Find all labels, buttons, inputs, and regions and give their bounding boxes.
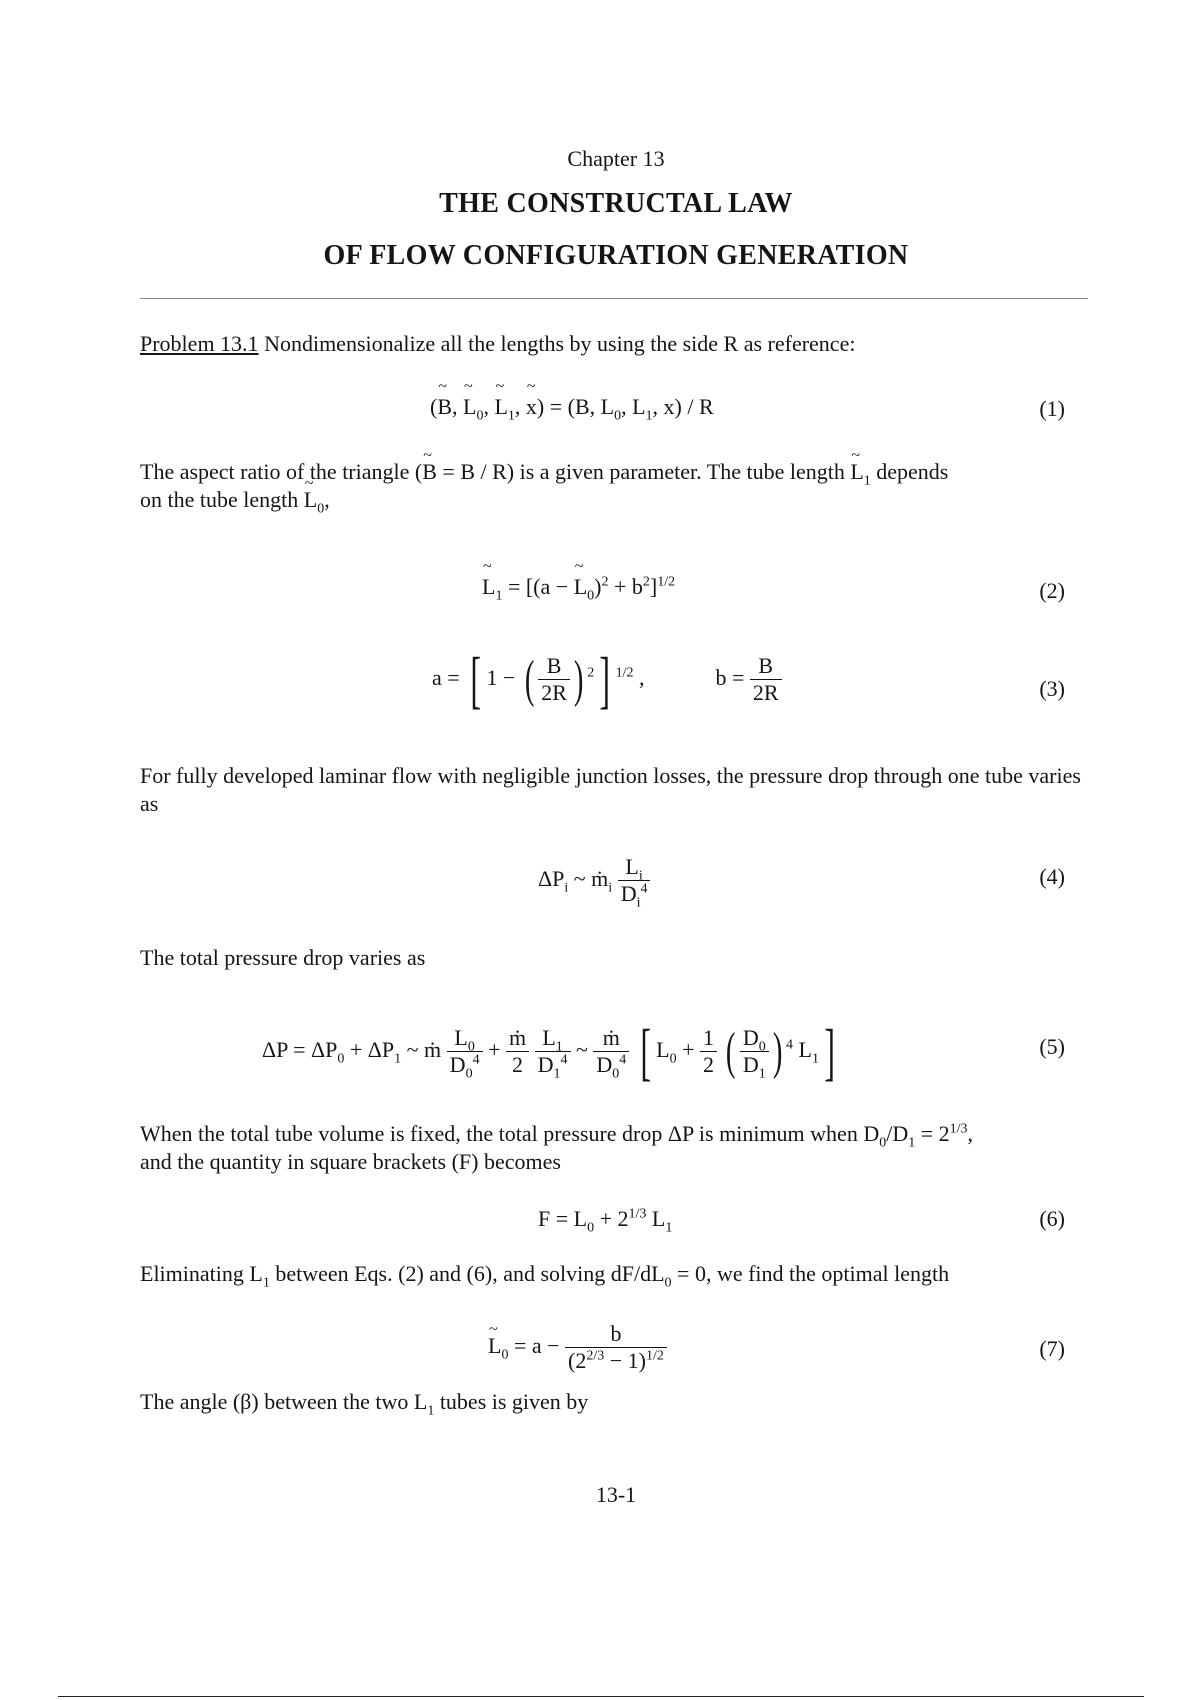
equation-number-4: (4)	[1039, 864, 1065, 889]
equation-5: $\Delta P = \Delta P_0 + \Delta P_1$ ~ ṁ $\frac{L_0}{D_0^4}$ + $\frac{\text{ṁ}}{2}$ $\frac{L_1}{D_1^4}$ ~ $\frac{\text{ṁ}}{D_0^4}$ [ $L_0$ + $\frac{1}{2}$ ( $\frac{D_0}{D_1}$ ) $^4$ $L_1$]	[262, 1015, 835, 1087]
total-pressure-paragraph: The total pressure drop varies as	[140, 945, 426, 970]
aspect-ratio-paragraph: The aspect ratio of the triangle (~ B = B / R) is a given parameter. The tube length ~ $L_1$ depends on the tube length ~ $L_0$,	[140, 458, 1088, 514]
equation-2: ~ $L_1 = [(a$ − ~ $L_0)^2 + b^2]^{1/2}$	[482, 574, 675, 600]
chapter-title-line-1: THE CONSTRUCTAL LAW	[439, 188, 793, 219]
optimal-length-text-2: between Eqs. (2) and (6), and solving dF/dL	[269, 1261, 665, 1286]
aspect-ratio-text-2: is a given parameter. The tube length	[519, 459, 845, 484]
equation-3: a = [ 1 − ( $\frac{B}{2R}$ ) $^2$] $^{1/2}$ , b = $\frac{B}{2R}$	[432, 638, 782, 718]
problem-intro-text: Nondimensionalize all the lengths by using the side R as reference:	[258, 331, 856, 356]
laminar-flow-paragraph: For fully developed laminar flow with negligible junction losses, the pressure drop through one tube varies as	[140, 763, 1081, 816]
equation-number-2: (2)	[1039, 578, 1065, 603]
header-divider	[140, 298, 1088, 299]
equation-number-1: (1)	[1039, 396, 1065, 421]
equation-4: $\Delta P_i$ ~ ṁ$_i$ $\frac{L_i}{D_i^4}$	[538, 846, 650, 912]
minimum-pressure-text-2: and the quantity in square brackets (F) becomes	[140, 1149, 561, 1174]
equation-1: (~ B, ~ $L_0$, ~ $L_1$, ~ x) = (B, $L_0$, $L_1$, x) / R	[430, 394, 714, 420]
chapter-title-line-2: OF FLOW CONFIGURATION GENERATION	[323, 240, 909, 271]
aspect-ratio-text-1: The aspect ratio of the triangle	[140, 459, 410, 484]
problem-intro	[140, 330, 1088, 358]
minimum-pressure-text-1: When the total tube volume is fixed, the total pressure drop ΔP is minimum when D	[140, 1121, 880, 1146]
equation-number-3: (3)	[1039, 676, 1065, 701]
angle-text-2: tubes is given by	[434, 1389, 589, 1414]
optimal-length-paragraph: Eliminating $L_1$ between Eqs. (2) and (6), and solving $dF/dL_0 = 0$, we find the optimal length	[140, 1261, 950, 1291]
page-number: 13-1	[595, 1482, 637, 1507]
equation-number-6: (6)	[1039, 1206, 1065, 1231]
aspect-ratio-text-3: depends	[876, 459, 949, 484]
equation-number-7: (7)	[1039, 1336, 1065, 1361]
footer-divider	[58, 1696, 1144, 1697]
chapter-label: Chapter 13	[567, 146, 665, 171]
equation-number-5: (5)	[1039, 1034, 1065, 1059]
minimum-pressure-paragraph: When the total tube volume is fixed, the total pressure drop ΔP is minimum when $D_0/D_1 = 2^{1/3}$, and the quantity in square brackets (F) becomes	[140, 1121, 974, 1174]
equation-7: ~ $L_0 = a$ − $\frac{b}{(2^{2/3} - 1)^{1/2}}$	[488, 1316, 667, 1376]
optimal-length-text-3: = 0, we find the optimal length	[671, 1261, 950, 1286]
aspect-ratio-text-4: on the tube length	[140, 487, 299, 512]
angle-paragraph: The angle (β) between the two $L_1$ tubes is given by	[140, 1389, 589, 1419]
angle-text-1: The angle (β) between the two L	[140, 1389, 428, 1414]
problem-label: Problem 13.1	[140, 331, 259, 356]
equation-6: $F = L_0 + 2^{1/3}$ $L_1$	[538, 1206, 673, 1236]
optimal-length-text-1: Eliminating L	[140, 1261, 263, 1286]
